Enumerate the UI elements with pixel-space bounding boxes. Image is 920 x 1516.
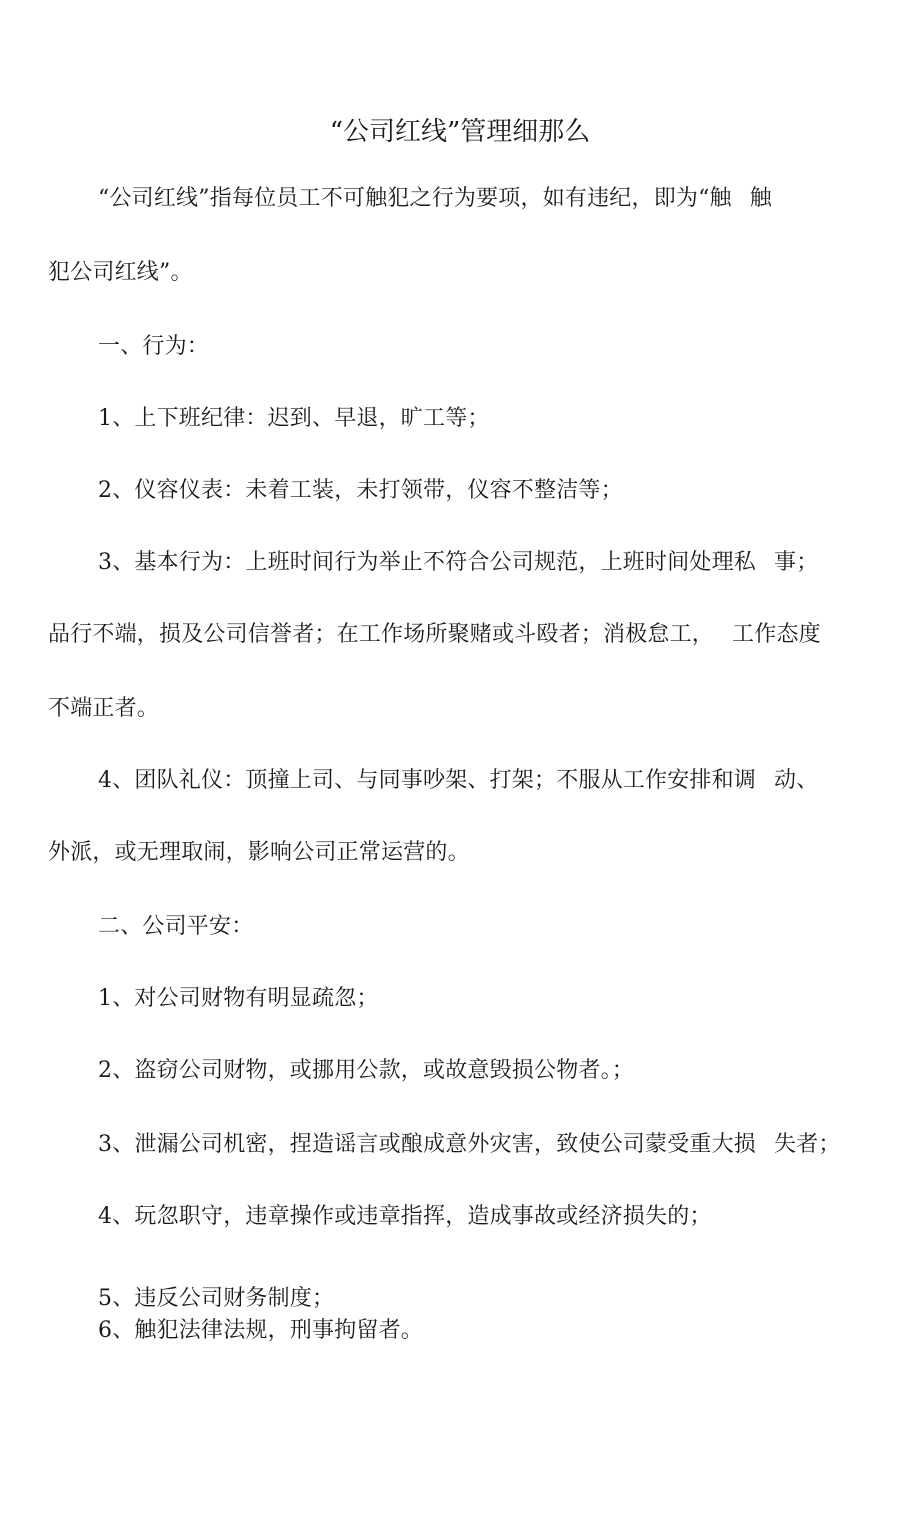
- intro-line-1-tail: 触: [749, 186, 772, 211]
- section-1-item-3-text: 3、基本行为：上班时间行为举止不符合公司规范，上班时间处理私: [98, 550, 756, 575]
- intro-line-1: [98, 182, 772, 216]
- section-1-item-1: 1、上下班纪律：迟到、早退，旷工等；: [98, 406, 490, 431]
- section-2-item-3-text: 3、泄漏公司机密，捏造谣言或酿成意外灾害，致使公司蒙受重大损: [98, 1132, 756, 1157]
- section-1-item-4-line-1: [98, 764, 818, 798]
- section-2-item-2: 2、盗窃公司财物，或挪用公款，或故意毁损公物者。；: [98, 1058, 634, 1083]
- section-1-item-3-line-1: [98, 546, 818, 580]
- intro-line-2: 犯公司红线”。: [48, 260, 193, 285]
- section-2-item-5: 5、违反公司财务制度；: [98, 1286, 335, 1311]
- section-1-item-4-tail: 动、: [774, 768, 819, 793]
- section-1-item-3-line-2-text: 品行不端，损及公司信誉者；在工作场所聚赌或斗殴者；消极怠工，: [48, 622, 715, 647]
- section-1-item-3-line-2: [48, 618, 821, 652]
- section-2-item-3-tail: 失者；: [774, 1132, 841, 1157]
- section-1-item-2: 2、仪容仪表：未着工装，未打领带，仪容不整洁等；: [98, 478, 623, 503]
- section-2-item-4: 4、玩忽职守，违章操作或违章指挥，造成事故或经济损失的；: [98, 1204, 712, 1229]
- section-1-item-3-line-2-tail: 工作态度: [732, 622, 821, 647]
- section-2-item-1: 1、对公司财物有明显疏忽；: [98, 986, 379, 1011]
- document-title: “公司红线”管理细那么: [329, 117, 591, 147]
- section-1-item-3-line-3: 不端正者。: [48, 696, 160, 721]
- section-2-item-6: 6、触犯法律法规，刑事拘留者。: [98, 1318, 423, 1343]
- section-1-item-3-tail: 事；: [774, 550, 819, 575]
- section-2-heading: 二、公司平安：: [98, 914, 254, 939]
- section-1-item-4-text: 4、团队礼仪：顶撞上司、与同事吵架、打架；不服从工作安排和调: [98, 768, 756, 793]
- section-2-item-3: [98, 1128, 841, 1162]
- intro-line-1-text: “公司红线”指每位员工不可触犯之行为要项，如有违纪，即为“触: [98, 186, 732, 211]
- section-1-heading: 一、行为：: [98, 334, 210, 359]
- section-1-item-4-line-2: 外派，或无理取闹，影响公司正常运营的。: [48, 840, 470, 865]
